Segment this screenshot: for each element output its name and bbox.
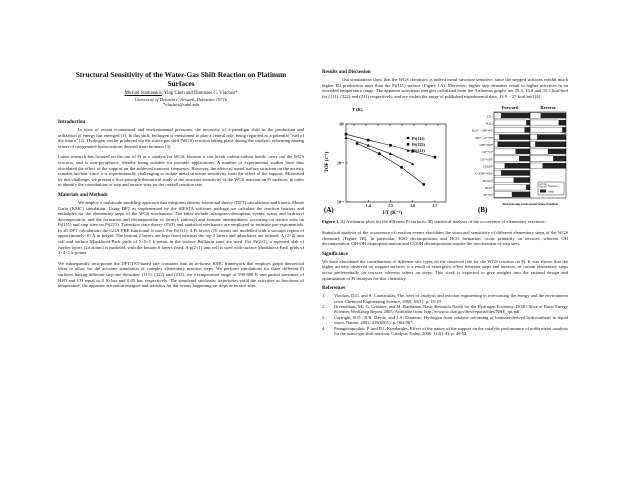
event-row-label: HCO*: [485, 186, 493, 191]
reverse-step-bar: [537, 135, 566, 141]
forward-step-bar: [501, 171, 530, 177]
reverse-step-bar: [562, 128, 566, 134]
reference-text: Vlachos, D.G. and S. Caratzoulas, The roles of catalysis and reaction engineering in overcoming the energy and the environment crisis Chemical Engineering Science, 2009. 65(1): p. 18-29.: [334, 293, 568, 304]
event-row-label: H*+H*: [483, 193, 493, 198]
presenting-author: Michail Stamatakis: [124, 91, 162, 96]
forward-terrace-bar: [494, 142, 498, 148]
event-row-label: CO*+OH*: [479, 157, 493, 162]
reverse-terrace-bar: [530, 120, 559, 126]
caption-label: Figure 1.: [322, 219, 340, 225]
forward-step-bar: [514, 178, 530, 184]
data-point: [345, 136, 348, 139]
forward-terrace-bar: [494, 135, 499, 141]
forward-terrace-bar: [494, 163, 505, 169]
reverse-terrace-bar: [530, 163, 543, 169]
forward-step-bar: [525, 128, 530, 134]
intro-heading: Introduction: [58, 119, 86, 125]
panel-a-label: (A): [324, 206, 334, 215]
paper-title: [58, 70, 304, 88]
reverse-step-bar: [548, 149, 566, 155]
right-column: [322, 70, 568, 336]
event-row-label: HCOO*: [482, 179, 493, 184]
series-line-pt211: [346, 138, 413, 164]
caption-text: A) Arrhenius plots for the different Pt surfaces. B) statistical analysis of the occurrence of elementary reactions.: [339, 219, 546, 225]
reference-number: 2.: [322, 303, 326, 309]
event-row-label: COₐₛ: [486, 114, 493, 119]
reverse-terrace-bar: [530, 142, 535, 148]
reverse-terrace-bar: [530, 135, 537, 141]
top-axis-label: T (K): [352, 107, 363, 113]
forward-step-bar: [501, 113, 530, 119]
references-heading: References: [322, 286, 346, 292]
event-row-label: H₂O*→OH*+H*: [471, 129, 493, 134]
y-axis-label: TOF (s⁻¹): [325, 152, 330, 173]
event-row-label: COOH*+OH*: [475, 172, 493, 177]
forward-step-bar: [505, 163, 530, 169]
methods-paragraph-1: We employ a multiscale modeling approach that integrates density functional theory (DFT) calculations and kinetic Monte Carlo (KMC) simulation. Using DFT as implemented by the SIESTA software package we calculate the reaction barriers and enthalpies for the elementary steps of the WGS mechanism. The latter include adsorption-desorption events, water and hydroxyl decomposition, and the formation and decomposition of formyl, carboxyl and formate intermediates, occurring on terrace sites on Pt(111) and step sites on Pt(211). Transition state theory (TST) and statistical mechanics are employed to estimate pre-exponentials. In all DFT calculations the GGA-PBE functional is used. For Pt(111), 4 Pt layers (16 atoms) are modelled with a vacuum region of approximately 10 Å in height. The bottom 2 layers are kept fixed whereas the top 2 layers and adsorbates are relaxed. A (2×2) unit cell and surface Monkhorst-Pack grids of 5×5×1 k-points in the surface Brillouin zone are used. For Pt(211), a repeated slab of twelve layers (24 atoms) is modeled, with the bottom 6 layers fixed. A p(2×1) unit cell is used with surface Monkhorst-Pack grids of 3×4×1 k-points.: [58, 199, 304, 256]
methods-heading: Materials and Methods: [58, 192, 108, 198]
y-tick-label: 10⁻³: [337, 200, 344, 205]
forward-step-bar: [526, 120, 530, 126]
reference-item: [322, 304, 568, 315]
forward-terrace-bar: [494, 113, 501, 119]
data-point: [356, 142, 359, 145]
reverse-terrace-bar: [530, 156, 553, 162]
reference-number: 1.: [322, 293, 326, 299]
reverse-header: Reverse: [540, 105, 556, 111]
forward-terrace-bar: [494, 149, 516, 155]
event-row-label: CO*+O*: [481, 150, 493, 155]
reverse-terrace-bar: [530, 128, 562, 134]
forward-terrace-bar: [494, 156, 519, 162]
forward-step-bar: [512, 192, 530, 198]
legend-terrace: Terrace: [548, 184, 558, 189]
reference-item: [322, 293, 568, 304]
x-axis-label: 1/T (K⁻¹): [382, 211, 402, 217]
legend-item-322: Pt(322): [412, 142, 426, 148]
intro-paragraph-1: In view of recent economical and environmental pressures, the necessity of a paradigm shift in the production and utilization of energy has emerged [1]. In this shift, hydrogen is envisioned to play a central role, being regarded as a potential "fuel of the future" [2]. Hydrogen can be produced via the water-gas shift (WGS) reaction taking place during the catalytic reforming among others of oxygenated hydrocarbons derived from biomass [3].: [58, 126, 304, 149]
figure-caption: [322, 219, 568, 225]
data-point: [345, 133, 348, 136]
event-row-label: H₂Oₐₛ: [485, 121, 493, 126]
event-row-label: COOH*: [482, 164, 493, 169]
forward-terrace-bar: [494, 178, 514, 184]
x-tick-label: 1.5: [387, 203, 393, 209]
x-tick-label: 1.6: [410, 203, 416, 209]
figure-1: [322, 102, 568, 218]
data-point: [378, 153, 381, 156]
plot-frame: [346, 124, 446, 202]
forward-step-bar: [519, 156, 530, 162]
contact-email: *vlachos@udel.edu: [162, 102, 200, 108]
forward-terrace-bar: [494, 185, 526, 191]
reference-list: [322, 293, 568, 336]
forward-terrace-bar: [494, 120, 526, 126]
reverse-step-bar: [559, 120, 566, 126]
co-authors: , Ying Chen and Dionisios G. Vlachos*: [161, 91, 238, 96]
arrhenius-plot: [322, 102, 450, 218]
legend-item-211: Pt(211): [412, 148, 425, 154]
y-tick-label: 10¹: [339, 122, 344, 127]
reverse-terrace-bar: [530, 149, 548, 155]
legend-item-111: Pt(111): [412, 136, 425, 142]
results-heading: Results and Discussion: [322, 70, 371, 75]
reverse-step-bar: [541, 113, 566, 119]
affiliation: University of Delaware, Newark, Delaware 19716: [134, 96, 228, 102]
b-x-axis-label: Terrace/step event occurrence fraction: [502, 202, 558, 207]
title-line-1: Structural Sensitivity of the Water-Gas Shift Reaction on Platinum: [75, 70, 287, 79]
x-tick-label: 1.4: [365, 203, 371, 209]
reference-item: [322, 326, 568, 337]
reference-item: [322, 315, 568, 326]
forward-terrace-bar: [494, 128, 525, 134]
legend-b: [538, 182, 564, 195]
forward-terrace-bar: [494, 171, 501, 177]
title-line-2: Surfaces: [167, 79, 195, 88]
forward-step-bar: [516, 149, 530, 155]
data-point: [389, 144, 392, 147]
methods-paragraph-2: We subsequently incorporate the DFT/TST-based rate constants into an in-house KMC framework that employs graph theoretical ideas to allow for the accurate simulation of complex elementary reaction steps. We perform simulations for three different Pt surfaces having different step-site densities: (111), (322) and (211), for a temperature range of 590-800 K and partial pressures of H2O and CO equal to 0.10 bar and 0.05 bar, respectively. The simulated stochastic trajectories yield the activities as functions of temperature, the apparent activation energies and statistics for the events happening on steps or terrace sites.: [58, 260, 304, 289]
forward-step-bar: [526, 185, 530, 191]
y-tick-label: 10⁻¹: [337, 161, 344, 166]
event-row-label: OH*+OH*: [479, 143, 493, 148]
intro-paragraph-2: Latest research has focused on the use of Pt as a catalyst for WGS, because it can break carbon-carbon bonds, carry out the WGS reaction, and is non-pyrophoric, thereby being suitable for portable applications. A number of experimental studies have thus elucidated the effect of the support on the achieved turnover frequency. However, the effect of metal surface structure on the activity remains unclear, since it is experimentally challenging to isolate metal structure sensitivity from the effect of the support. Motivated by this challenge, we present a first-principle theoretical study of the structure sensitivity of the WGS reaction on Pt surfaces, in order to identify the contribution of step and terrace sites on the overall reaction rate.: [58, 154, 304, 188]
reverse-terrace-bar: [530, 113, 541, 119]
data-point: [400, 166, 403, 169]
reverse-step-bar: [553, 156, 566, 162]
reverse-step-bar: [535, 142, 566, 148]
results-paragraph-1: Our simulations show that the WGS chemistry is indeed metal-structure sensitive, since the stepped surfaces exhibit much higher H2 production rates than the Pt(111) surface (Figure 1A). Moreover, higher step densities result in higher activities in an extended temperature range. The apparent activation energies calculated from the Arrhenius graphs are 50.3, 16.8 and 35.5 kcal/mol for (111), (322) and (211) respectively, and are within the range of published experimental data, 13.9 − 27 kcal/mol [4].: [322, 77, 568, 99]
forward-header: Forward: [501, 105, 519, 111]
reference-text: Cortright, R.D., R.R. Davda, and J.A. Dumesic, Hydrogen from catalytic reforming of biomass-derived hydrocarbons in liquid water. Nature, 2002. 418(6901): p. 964-967.: [334, 314, 568, 326]
data-point: [434, 156, 437, 159]
forward-terrace-bar: [494, 192, 512, 198]
significance-heading: Significance: [322, 251, 348, 257]
significance-paragraph: We have elucidated the contributions of different site types on the observed rate for the WGS reaction on Pt. It was shown that the higher activity observed on stepped surfaces is a result of synergistic effect between steps and terraces, as certain elementary steps occur preferentially on terraces whereas others on steps. This work is expected to give insights into the rational design and optimization of Pt catalysts for this chemistry.: [322, 258, 568, 281]
reference-text: Dresselhaus, M., G. Crabtree, and M. Buchanan. Basic Research Needs for the Hydrogen Economy. DOE Office of Basic Energy Sciences Workshop Report 2003; Available from: http://www.sc.doe.gov/bes/reports/files/NHE_rpt.pdf.: [334, 303, 568, 315]
data-point: [422, 183, 425, 186]
reference-number: 4.: [322, 325, 326, 331]
event-statistics-chart: [450, 102, 568, 218]
legend-step: Step: [548, 189, 554, 194]
reference-number: 3.: [322, 314, 326, 320]
event-row-label: OH*→O*+H*: [475, 136, 493, 141]
results-paragraph-2: Statistical analysis of the occurrence of reaction events elucidates the structural sensitivity of different elementary steps of the WGS chemistry (Figure 1B). In particular, H2O decomposition and HCO formation, occur primarily on terraces, whereas OH decomposition, OH-OH disproportionation and COOH decomposition require the involvement of step sites.: [322, 229, 568, 247]
left-column: [58, 70, 304, 289]
forward-step-bar: [498, 142, 530, 148]
x-tick-label: 1.7: [432, 203, 438, 209]
data-point: [367, 139, 370, 142]
reference-text: Panagiotopoulou, P. and D.I. Kondarides, Effect of the nature of the support on the catalytic performance of noble metal catalysts for the water-gas shift reaction. Catalysis Today, 2006. 112(1-4): p. 49-52.: [334, 325, 568, 336]
forward-step-bar: [499, 135, 530, 141]
reverse-step-bar: [543, 163, 566, 169]
panel-b-label: (B): [478, 206, 488, 215]
